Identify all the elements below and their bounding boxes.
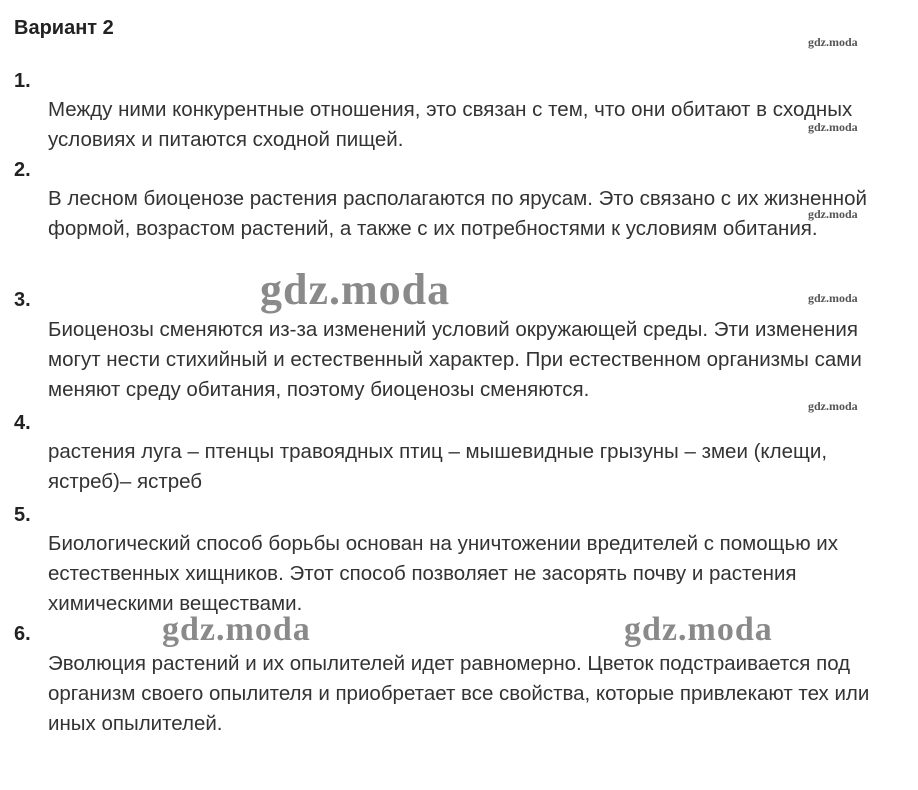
watermark-large: gdz.moda xyxy=(624,611,773,648)
item-number-4: 4. xyxy=(14,412,31,434)
watermark: gdz.moda xyxy=(808,35,858,49)
watermark: gdz.moda xyxy=(808,207,858,221)
watermark: gdz.moda xyxy=(808,399,858,413)
item-text-4: растения луга – птенцы травоядных птиц – мышевидные грызуны – змеи (клещи, ястреб)– ястреб xyxy=(48,440,828,493)
watermark-large: gdz.moda xyxy=(260,265,451,314)
watermark: gdz.moda xyxy=(808,120,858,134)
item-text-1: Между ними конкурентные отношения, это связан с тем, что они обитают в сходных условиях и питаются сходной пищей. xyxy=(48,98,853,151)
item-text-6: Эволюция растений и их опылителей идет равномерно. Цветок подстраивается под организм своего опылителя и приобретает все свойства, которые привлекают тех или иных опылителей. xyxy=(48,652,870,735)
watermark-large: gdz.moda xyxy=(162,611,311,648)
item-text-2: В лесном биоценозе растения располагаются по ярусам. Это связано с их жизненной формой, возрастом растений, а также с их потребностями к условиям обитания. xyxy=(48,187,867,240)
item-number-1: 1. xyxy=(14,70,31,92)
item-number-3: 3. xyxy=(14,289,31,311)
item-number-5: 5. xyxy=(14,504,31,526)
item-number-2: 2. xyxy=(14,159,31,181)
watermark: gdz.moda xyxy=(808,291,858,305)
item-number-6: 6. xyxy=(14,623,31,645)
page-title: Вариант 2 xyxy=(14,17,114,39)
item-text-3: Биоценозы сменяются из-за изменений условий окружающей среды. Эти изменения могут нести стихийный и естественный характер. При естественном организмы сами меняют среду обитания, поэтому биоценозы сменяются. xyxy=(48,318,862,401)
item-text-5: Биологический способ борьбы основан на уничтожении вредителей с помощью их естественных хищников. Этот способ позволяет не засорять почву и растения химическими веществами. xyxy=(48,532,838,615)
